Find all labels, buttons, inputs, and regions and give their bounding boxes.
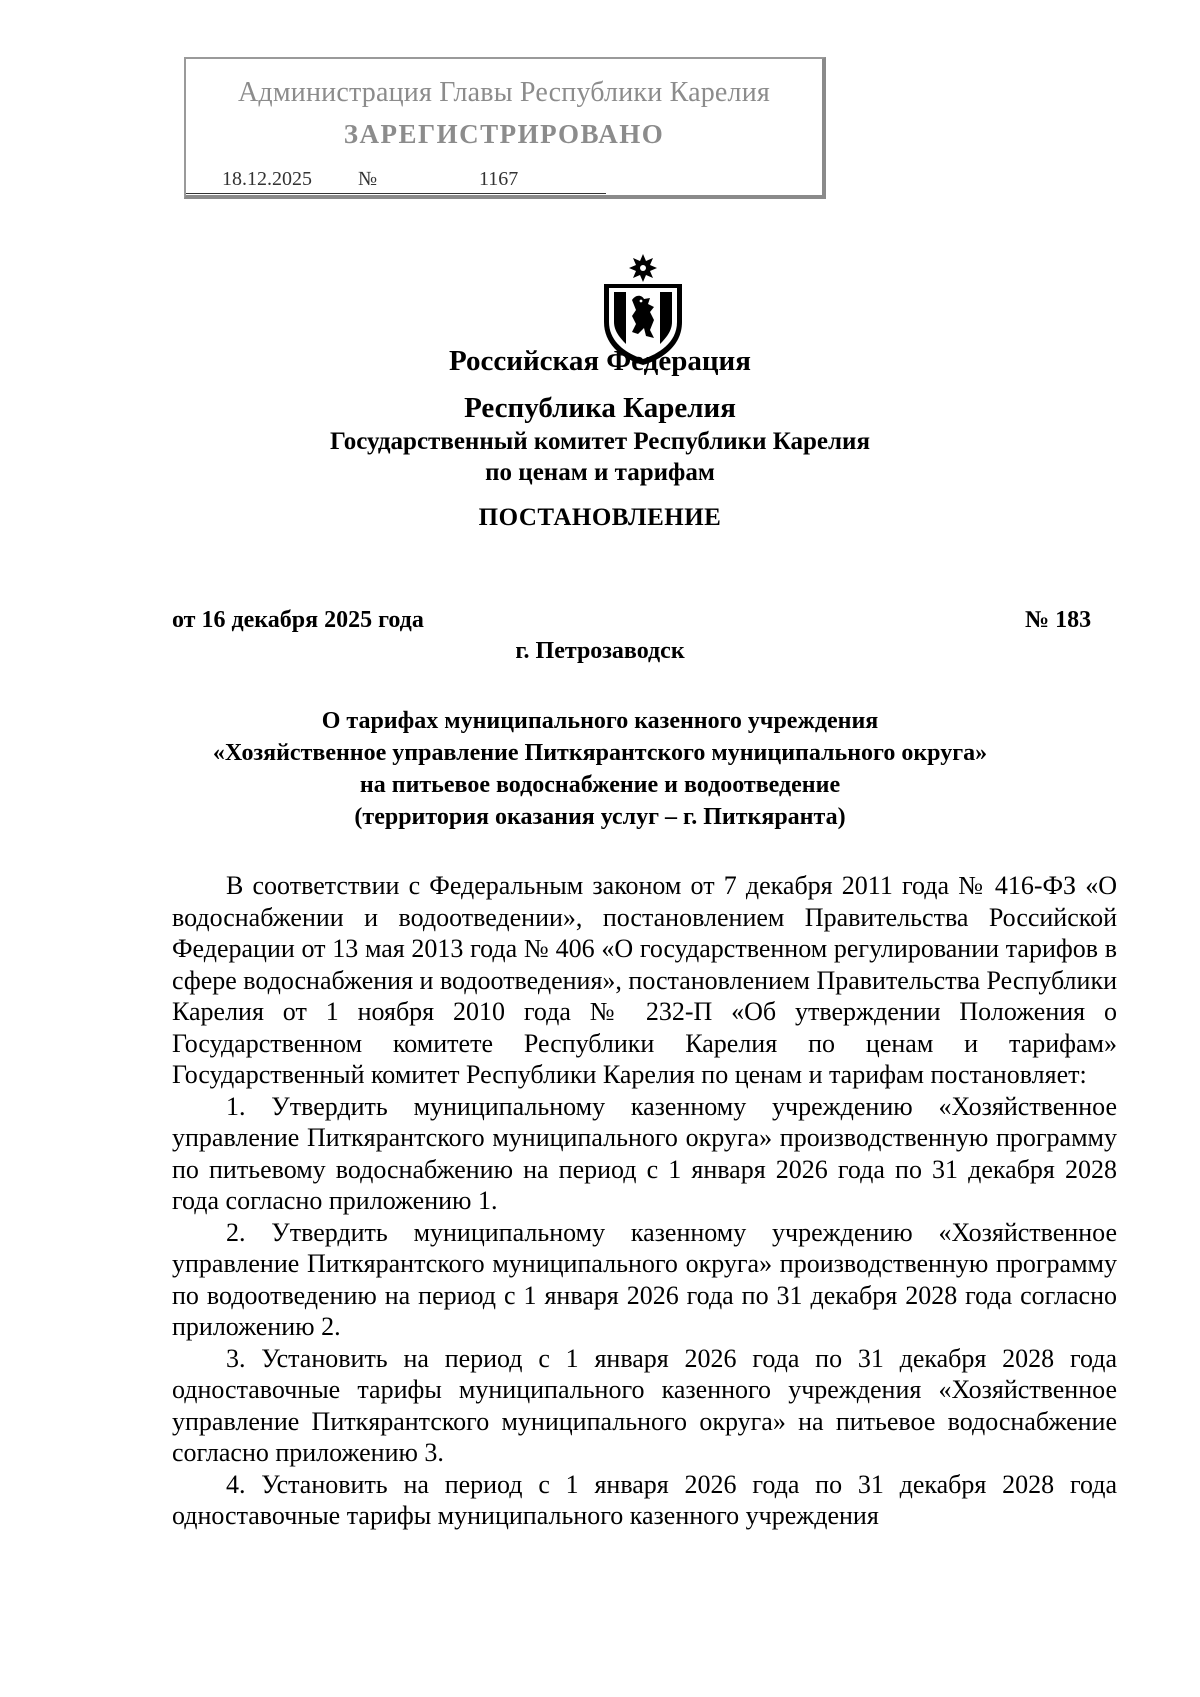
- document-city: г. Петрозаводск: [515, 638, 685, 664]
- stamp-date: 18.12.2025: [222, 168, 312, 190]
- stamp-number: 1167: [479, 168, 519, 190]
- title-line3: на питьевое водоснабжение и водоотведение: [359, 772, 841, 798]
- header-country: Российская Федерация: [449, 345, 751, 377]
- title-line1: О тарифах муниципального казенного учреждения: [321, 708, 879, 734]
- body-item-3: 3. Установить на период с 1 января 2026 года по 31 декабря 2028 года одноставочные тарифы муниципального казенного учреждения «Хозяйственное управление Питкярантского муниципального округа» на питьевое водоснабжение согласно приложению 3.: [172, 1343, 1117, 1467]
- document-title: [0, 705, 1200, 833]
- document-type: ПОСТАНОВЛЕНИЕ: [478, 504, 722, 531]
- title-line2: «Хозяйственное управление Питкярантского муниципального округа»: [212, 740, 988, 766]
- body-preamble: В соответствии с Федеральным законом от 7 декабря 2011 года № 416-ФЗ «О водоснабжении и водоотведении», постановлением Правительства Российской Федерации от 13 мая 2013 года № 406 «О государственном регулировании тарифов в сфере водоснабжения и водоотведения», постановлением Правительства Республики Карелия от 1 ноября 2010 года № 232-П «Об утверждении Положения о Государственном комитете Республики Карелия по ценам и тарифам» Государственный комитет Республики Карелия по ценам и тарифам постановляет:: [172, 871, 1117, 1089]
- body-item-4: 4. Установить на период с 1 января 2026 года по 31 декабря 2028 года одноставочные тарифы муниципального казенного учреждения: [172, 1469, 1117, 1530]
- header-committee-line2: по ценам и тарифам: [485, 459, 715, 486]
- header-republic: Республика Карелия: [464, 392, 736, 424]
- body-item-2: 2. Утвердить муниципальному казенному учреждению «Хозяйственное управление Питкярантского муниципального округа» производственную программу по водоотведению на период с 1 января 2026 года по 31 декабря 2028 года согласно приложению 2.: [172, 1217, 1117, 1341]
- header-committee-line1: Государственный комитет Республики Карелия: [330, 428, 870, 455]
- stamp-organization: Администрация Главы Республики Карелия: [238, 77, 770, 108]
- stamp-number-sign: №: [358, 168, 378, 190]
- title-line4: (территория оказания услуг – г. Питкяранта): [354, 804, 846, 830]
- stamp-registration-row: [186, 168, 606, 194]
- stamp-status: ЗАРЕГИСТРИРОВАНО: [343, 119, 665, 149]
- stamp-underline: [186, 193, 606, 194]
- document-number: № 183: [1025, 607, 1092, 633]
- document-date: от 16 декабря 2025 года: [172, 607, 424, 633]
- document-body: [172, 870, 1117, 1532]
- body-item-1: 1. Утвердить муниципальному казенному учреждению «Хозяйственное управление Питкярантского муниципального округа» производственную программу по питьевому водоснабжению на период с 1 января 2026 года по 31 декабря 2028 года согласно приложению 1.: [172, 1091, 1117, 1215]
